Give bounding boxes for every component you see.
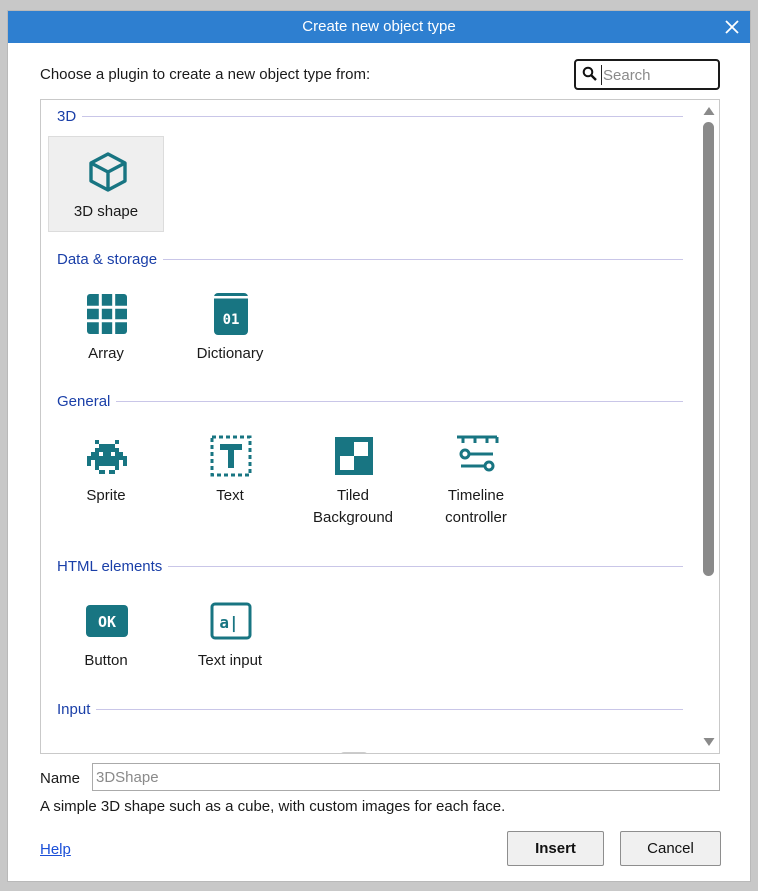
category-label: General — [57, 392, 111, 410]
plugin-item-mouse-partial[interactable] — [295, 729, 411, 754]
plugin-label: 3D shape — [73, 203, 139, 220]
plugin-label: Timeline controller — [445, 487, 507, 526]
plugin-label: Text input — [197, 652, 263, 669]
search-icon — [582, 66, 598, 82]
cube-icon — [86, 150, 130, 194]
category-divider — [116, 401, 683, 402]
plugin-label: Tiled Background — [312, 487, 394, 526]
category-label: Input — [57, 700, 91, 718]
plugin-label: Dictionary — [196, 345, 264, 362]
instruction-text: Choose a plugin to create a new object type from: — [40, 66, 371, 83]
dictionary-icon — [209, 292, 253, 336]
scrollbar-thumb[interactable] — [703, 122, 714, 576]
plugin-item-keyboard-partial[interactable] — [172, 729, 288, 754]
gamepad-icon — [85, 742, 129, 754]
plugin-list[interactable] — [40, 99, 720, 754]
plugin-label: Array — [88, 345, 124, 362]
name-input[interactable] — [92, 763, 720, 791]
title-bar — [8, 11, 750, 43]
category-html-elements — [57, 556, 683, 576]
plugin-item-array[interactable] — [48, 279, 164, 375]
plugin-item-sprite[interactable] — [48, 421, 164, 517]
search-box[interactable] — [574, 59, 720, 90]
dialog-title: Create new object type — [302, 18, 456, 35]
close-button[interactable] — [720, 15, 744, 39]
category-label: Data & storage — [57, 250, 158, 268]
close-icon — [725, 20, 739, 34]
keyboard-icon — [209, 742, 253, 754]
plugin-item-text-input[interactable] — [172, 586, 288, 682]
tiled-background-icon — [332, 434, 376, 478]
category-divider — [96, 709, 683, 710]
plugin-item-dictionary[interactable] — [172, 279, 288, 375]
grid-icon — [85, 292, 129, 336]
ok-icon-text: OK — [97, 613, 117, 631]
category-divider — [82, 116, 683, 117]
insert-button[interactable]: Insert — [507, 831, 604, 866]
text-t-icon — [209, 434, 253, 478]
plugin-item-3d-shape[interactable] — [48, 136, 164, 232]
plugin-description: A simple 3D shape such as a cube, with custom images for each face. — [40, 798, 506, 815]
category-3d — [57, 106, 683, 126]
plugin-item-tiled-background[interactable] — [295, 421, 411, 526]
category-divider — [163, 259, 683, 260]
category-input — [57, 699, 683, 719]
search-input[interactable] — [601, 65, 711, 85]
plugin-item-button[interactable] — [48, 586, 164, 682]
create-object-type-dialog — [7, 10, 751, 882]
svg-text:01: 01 — [222, 312, 240, 328]
plugin-label: Text — [216, 487, 244, 504]
text-input-icon-text: a| — [219, 613, 239, 632]
plugin-item-text[interactable] — [172, 421, 288, 517]
scroll-down-arrow-icon[interactable] — [703, 737, 715, 747]
plugin-item-touch-partial[interactable] — [418, 729, 534, 754]
text-input-icon — [209, 599, 253, 643]
category-divider — [168, 566, 683, 567]
timeline-icon — [455, 434, 499, 478]
plugin-label: Button — [84, 652, 128, 669]
help-link[interactable]: Help — [40, 841, 71, 858]
plugin-item-timeline-controller[interactable] — [418, 421, 534, 526]
category-label: 3D — [57, 107, 77, 125]
cancel-button[interactable]: Cancel — [620, 831, 721, 866]
category-label: HTML elements — [57, 557, 163, 575]
plugin-item-input-partial[interactable] — [48, 729, 164, 754]
category-data-storage — [57, 249, 683, 269]
scroll-up-arrow-icon[interactable] — [703, 106, 715, 116]
category-general — [57, 391, 683, 411]
mouse-icon — [332, 742, 376, 754]
invader-icon — [85, 434, 129, 478]
name-label: Name — [40, 770, 81, 787]
ok-button-icon — [85, 599, 129, 643]
vertical-scrollbar[interactable] — [699, 100, 719, 753]
touch-icon — [455, 742, 499, 754]
plugin-label: Sprite — [86, 487, 126, 504]
